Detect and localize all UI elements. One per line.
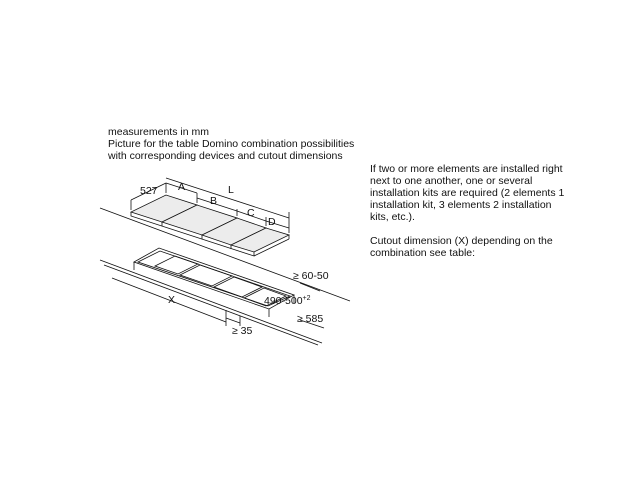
- label-c: C: [247, 207, 255, 219]
- label-worktop-depth: ≥ 585: [297, 313, 324, 325]
- label-depth-527: 527: [140, 185, 158, 197]
- label-b: B: [210, 195, 218, 207]
- label-x: X: [168, 294, 176, 306]
- label-cutout-depth: $490-500^{+2}$: [264, 295, 311, 307]
- label-l: L: [228, 184, 234, 196]
- note-cutout-dimension: Cutout dimension (X) depending on the combination see table:: [370, 235, 553, 259]
- label-edge-gap: ≥ 60-50: [293, 270, 329, 282]
- caption-subtitle: with corresponding devices and cutout dimensions: [108, 150, 343, 162]
- caption-title: Picture for the table Domino combination possibilities: [108, 138, 355, 150]
- label-min-side: ≥ 35: [232, 325, 253, 337]
- note-installation-kits: If two or more elements are installed right next to one another, one or several installation kits are required (2 elements 1 installation kit, 3 elements 2 installation kits, etc.).: [370, 163, 565, 223]
- label-d: D: [268, 216, 276, 228]
- caption-units: measurements in mm: [108, 126, 209, 138]
- label-a: A: [178, 181, 186, 193]
